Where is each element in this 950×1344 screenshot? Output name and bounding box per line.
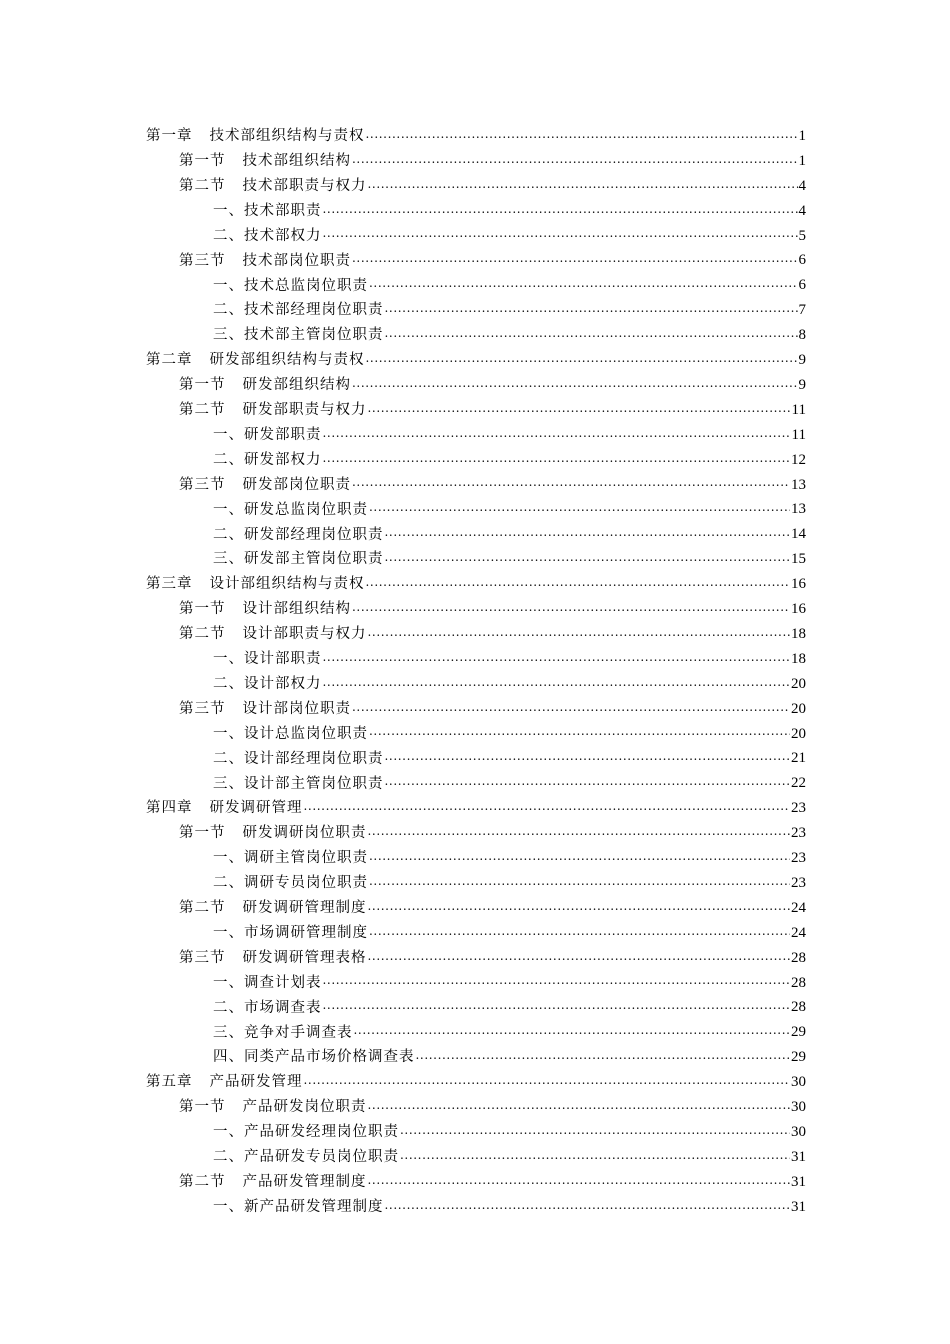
toc-entry[interactable] [179, 473, 806, 498]
toc-entry-title: 产品研发经理岗位职责 [244, 1124, 399, 1141]
toc-entry[interactable] [179, 398, 806, 423]
toc-entry-number: 第二节 [179, 626, 226, 643]
toc-entry-title: 研发部组织结构 [242, 377, 351, 394]
toc-entry-title: 技术部权力 [244, 227, 322, 244]
toc-entry-number: 一、 [213, 725, 244, 742]
toc-entry-page-number: 23 [791, 825, 806, 842]
dot-leader [352, 378, 798, 392]
toc-entry-title: 设计部职责 [244, 651, 322, 668]
toc-entry-label [213, 428, 322, 443]
toc-entry-page-number: 28 [791, 974, 806, 991]
toc-entry-page-number: 9 [798, 352, 806, 369]
dot-leader [416, 1050, 791, 1064]
toc-entry-number: 第一章 [146, 128, 193, 145]
toc-entry[interactable] [213, 273, 806, 298]
toc-entry[interactable] [146, 124, 806, 149]
toc-entry-title: 技术部主管岗位职责 [244, 327, 384, 344]
toc-entry-page-number: 31 [791, 1198, 806, 1215]
toc-entry-page-number: 13 [791, 501, 806, 518]
toc-entry-title: 设计部组织结构与责权 [209, 576, 365, 593]
toc-entry[interactable] [213, 323, 806, 348]
toc-entry-number: 第二节 [179, 900, 226, 917]
toc-entry-page-number: 20 [791, 675, 806, 692]
toc-entry-number: 一、 [213, 850, 244, 867]
toc-entry-title: 技术部岗位职责 [242, 252, 351, 269]
toc-entry[interactable] [213, 1120, 806, 1145]
toc-entry-page-number: 31 [791, 1148, 806, 1165]
toc-entry-title: 研发部岗位职责 [242, 476, 351, 493]
dot-leader [352, 602, 790, 616]
toc-entry-number: 一、 [213, 426, 244, 443]
toc-entry[interactable] [213, 224, 806, 249]
toc-entry-number: 二、 [213, 750, 244, 767]
dot-leader [385, 751, 791, 765]
toc-entry-label [213, 503, 368, 518]
toc-entry-page-number: 20 [791, 725, 806, 742]
toc-entry-number: 第三节 [179, 949, 226, 966]
toc-entry-label [213, 1026, 353, 1041]
dot-leader [323, 677, 791, 691]
dot-leader [352, 702, 790, 716]
toc-entry-number: 一、 [213, 1198, 244, 1215]
toc-entry-label [179, 702, 351, 717]
dot-leader [385, 328, 798, 342]
dot-leader [323, 228, 798, 242]
toc-entry-title: 研发部权力 [244, 451, 322, 468]
toc-entry-label [213, 976, 322, 991]
toc-entry-label [179, 826, 367, 841]
toc-entry[interactable] [213, 199, 806, 224]
toc-entry[interactable] [213, 647, 806, 672]
dot-leader [400, 1150, 790, 1164]
toc-entry-title: 设计部经理岗位职责 [244, 750, 384, 767]
toc-entry-label [146, 801, 303, 816]
toc-entry-number: 一、 [213, 974, 244, 991]
dot-leader [368, 1100, 791, 1114]
toc-entry[interactable] [213, 846, 806, 871]
toc-entry-number: 第三节 [179, 252, 226, 269]
toc-entry-number: 第三章 [146, 576, 193, 593]
toc-entry-page-number: 18 [791, 625, 806, 642]
toc-entry-label [213, 229, 322, 244]
toc-entry-number: 二、 [213, 451, 244, 468]
toc-entry-title: 调研主管岗位职责 [244, 850, 368, 867]
toc-entry[interactable] [213, 871, 806, 896]
toc-entry-title: 新产品研发管理制度 [244, 1198, 384, 1215]
toc-entry-number: 二、 [213, 999, 244, 1016]
toc-entry-page-number: 16 [791, 576, 806, 593]
toc-entry-number: 二、 [213, 875, 244, 892]
dot-leader [323, 204, 798, 218]
toc-entry-title: 技术部职责与权力 [242, 177, 367, 194]
toc-entry[interactable] [179, 946, 806, 971]
toc-entry-title: 研发部职责 [244, 426, 322, 443]
toc-entry[interactable] [179, 1170, 806, 1195]
toc-entry-page-number: 29 [791, 1024, 806, 1041]
dot-leader [368, 901, 791, 915]
toc-entry-number: 一、 [213, 924, 244, 941]
toc-entry[interactable] [179, 896, 806, 921]
toc-entry-number: 三、 [213, 1024, 244, 1041]
toc-entry-label [213, 652, 322, 667]
toc-entry-number: 一、 [213, 1124, 244, 1141]
toc-entry-title: 设计部权力 [244, 675, 322, 692]
toc-entry-label [179, 179, 367, 194]
toc-entry-label [179, 1175, 367, 1190]
toc-entry-title: 设计部主管岗位职责 [244, 775, 384, 792]
toc-entry-title: 技术总监岗位职责 [244, 277, 368, 294]
toc-entry-title: 产品研发岗位职责 [242, 1099, 367, 1116]
toc-entry-label [213, 279, 368, 294]
toc-entry-title: 产品研发管理制度 [242, 1173, 367, 1190]
toc-entry-page-number: 14 [791, 526, 806, 543]
toc-entry-page-number: 11 [791, 401, 806, 418]
toc-entry-page-number: 4 [798, 202, 806, 219]
toc-entry[interactable] [179, 622, 806, 647]
toc-entry-label [213, 727, 368, 742]
toc-entry-page-number: 28 [791, 949, 806, 966]
toc-entry-number: 第三节 [179, 700, 226, 717]
dot-leader [323, 1000, 791, 1014]
toc-entry-title: 产品研发管理 [209, 1074, 303, 1091]
toc-entry-page-number: 29 [791, 1049, 806, 1066]
toc-entry-label [213, 528, 384, 543]
toc-entry-page-number: 22 [791, 775, 806, 792]
toc-entry-title: 研发总监岗位职责 [244, 501, 368, 518]
toc-entry-title: 设计部组织结构 [242, 601, 351, 618]
toc-entry-title: 技术部组织结构 [242, 153, 351, 170]
toc-entry-page-number: 23 [791, 800, 806, 817]
toc-entry-label [213, 752, 384, 767]
toc-entry-title: 研发部主管岗位职责 [244, 551, 384, 568]
toc-entry-label [213, 328, 384, 343]
toc-entry-page-number: 20 [791, 700, 806, 717]
toc-entry-label [179, 602, 351, 617]
toc-entry-label [213, 851, 368, 866]
toc-entry-title: 设计部职责与权力 [242, 626, 367, 643]
toc-entry-label [213, 677, 322, 692]
toc-entry[interactable] [213, 747, 806, 772]
dot-leader [368, 1175, 791, 1189]
toc-entry-number: 一、 [213, 501, 244, 518]
toc-entry[interactable] [213, 1045, 806, 1070]
toc-entry-number: 三、 [213, 551, 244, 568]
toc-entry-label [213, 1001, 322, 1016]
toc-entry-page-number: 18 [791, 650, 806, 667]
dot-leader [366, 129, 798, 143]
toc-entry-title: 产品研发专员岗位职责 [244, 1149, 399, 1166]
toc-entry-number: 一、 [213, 277, 244, 294]
dot-leader [366, 577, 791, 591]
toc-entry-page-number: 24 [791, 924, 806, 941]
toc-entry-page-number: 24 [791, 899, 806, 916]
toc-entry-label [213, 552, 384, 567]
toc-entry-label [213, 204, 322, 219]
toc-entry[interactable] [213, 547, 806, 572]
toc-entry-label [179, 403, 367, 418]
toc-entry-label [213, 1125, 399, 1140]
toc-entry-title: 研发部职责与权力 [242, 402, 367, 419]
dot-leader [385, 527, 791, 541]
toc-entry[interactable] [213, 1145, 806, 1170]
toc-entry-number: 一、 [213, 202, 244, 219]
dot-leader [354, 1025, 791, 1039]
dot-leader [323, 428, 791, 442]
dot-leader [304, 801, 791, 815]
dot-leader [304, 1075, 791, 1089]
toc-entry-title: 技术部组织结构与责权 [209, 128, 365, 145]
toc-entry-title: 技术部职责 [244, 202, 322, 219]
toc-entry-number: 二、 [213, 526, 244, 543]
toc-entry-label [213, 1050, 415, 1065]
dot-leader [352, 477, 790, 491]
toc-entry-title: 竞争对手调查表 [244, 1024, 353, 1041]
toc-entry-label [146, 577, 365, 592]
toc-entry-title: 研发调研岗位职责 [242, 825, 367, 842]
toc-entry-page-number: 21 [791, 750, 806, 767]
toc-entry-page-number: 15 [791, 551, 806, 568]
toc-entry[interactable] [179, 149, 806, 174]
toc-entry-number: 第二节 [179, 1173, 226, 1190]
toc-entry-number: 第二章 [146, 352, 193, 369]
toc-entry[interactable] [213, 722, 806, 747]
dot-leader [400, 1125, 790, 1139]
toc-entry-label [179, 254, 351, 269]
toc-entry[interactable] [146, 1070, 806, 1095]
toc-entry-number: 三、 [213, 775, 244, 792]
dot-leader [323, 453, 791, 467]
toc-entry-label [213, 303, 384, 318]
toc-entry-number: 第一节 [179, 1099, 226, 1116]
toc-entry-title: 研发部经理岗位职责 [244, 526, 384, 543]
toc-entry-page-number: 4 [798, 177, 806, 194]
toc-entry-label [213, 453, 322, 468]
toc-entry-title: 市场调查表 [244, 999, 322, 1016]
toc-entry[interactable] [179, 597, 806, 622]
toc-entry-page-number: 1 [798, 127, 806, 144]
dot-leader [368, 826, 791, 840]
toc-entry-label [213, 1200, 384, 1215]
toc-entry-label [179, 951, 367, 966]
toc-entry-number: 第一节 [179, 153, 226, 170]
toc-entry-title: 设计部岗位职责 [242, 700, 351, 717]
toc-entry-page-number: 31 [791, 1173, 806, 1190]
toc-entry-page-number: 6 [798, 277, 806, 294]
toc-entry[interactable] [213, 971, 806, 996]
toc-entry-label [179, 901, 367, 916]
dot-leader [368, 951, 791, 965]
toc-entry-number: 第二节 [179, 402, 226, 419]
toc-entry-page-number: 30 [791, 1099, 806, 1116]
toc-entry-number: 第一节 [179, 825, 226, 842]
toc-entry[interactable] [213, 771, 806, 796]
toc-entry-page-number: 12 [791, 451, 806, 468]
toc-entry[interactable] [179, 1095, 806, 1120]
toc-entry-page-number: 30 [791, 1123, 806, 1140]
toc-entry[interactable] [213, 522, 806, 547]
toc-entry[interactable] [179, 249, 806, 274]
toc-entry-label [213, 1150, 399, 1165]
toc-entry-page-number: 6 [798, 252, 806, 269]
toc-entry-title: 市场调研管理制度 [244, 924, 368, 941]
dot-leader [369, 502, 790, 516]
toc-entry-number: 二、 [213, 1149, 244, 1166]
toc-entry-page-number: 23 [791, 850, 806, 867]
dot-leader [385, 1200, 791, 1214]
dot-leader [369, 876, 790, 890]
toc-entry-label [179, 478, 351, 493]
toc-entry-label [179, 378, 351, 393]
toc-entry-title: 研发调研管理 [209, 800, 303, 817]
toc-entry[interactable] [179, 697, 806, 722]
dot-leader [366, 353, 798, 367]
toc-entry-title: 研发调研管理制度 [242, 900, 367, 917]
toc-entry-label [213, 926, 368, 941]
dot-leader [385, 776, 791, 790]
toc-entry-label [146, 1075, 303, 1090]
toc-entry-page-number: 7 [798, 302, 806, 319]
toc-entry-page-number: 5 [798, 227, 806, 244]
toc-entry-number: 二、 [213, 302, 244, 319]
toc-entry[interactable] [213, 1020, 806, 1045]
toc-entry-page-number: 16 [791, 601, 806, 618]
toc-entry-label [179, 627, 367, 642]
toc-entry-title: 调查计划表 [244, 974, 322, 991]
dot-leader [323, 652, 791, 666]
toc-entry[interactable] [146, 796, 806, 821]
toc-entry-page-number: 8 [798, 327, 806, 344]
toc-entry-label [213, 876, 368, 891]
toc-entry[interactable] [213, 498, 806, 523]
toc-entry-number: 第四章 [146, 800, 193, 817]
toc-entry[interactable] [213, 298, 806, 323]
toc-entry-title: 研发调研管理表格 [242, 949, 367, 966]
toc-entry[interactable] [213, 448, 806, 473]
toc-entry-number: 第一节 [179, 601, 226, 618]
dot-leader [368, 179, 798, 193]
dot-leader [385, 303, 798, 317]
toc-entry-label [179, 154, 351, 169]
dot-leader [368, 403, 791, 417]
dot-leader [369, 926, 790, 940]
toc-entry-number: 第三节 [179, 476, 226, 493]
toc-entry-label [146, 129, 365, 144]
toc-entry[interactable] [213, 423, 806, 448]
toc-entry-page-number: 23 [791, 874, 806, 891]
toc-entry-page-number: 28 [791, 999, 806, 1016]
toc-entry-page-number: 9 [798, 376, 806, 393]
toc-entry-title: 设计总监岗位职责 [244, 725, 368, 742]
toc-entry-page-number: 30 [791, 1074, 806, 1091]
dot-leader [352, 154, 798, 168]
dot-leader [369, 278, 798, 292]
toc-entry-number: 第五章 [146, 1074, 193, 1091]
toc-entry[interactable] [146, 572, 806, 597]
toc-entry[interactable] [213, 921, 806, 946]
toc-entry-number: 三、 [213, 327, 244, 344]
toc-entry-number: 第二节 [179, 177, 226, 194]
dot-leader [323, 975, 791, 989]
toc-entry[interactable] [146, 348, 806, 373]
toc-entry[interactable] [213, 672, 806, 697]
toc-entry[interactable] [179, 821, 806, 846]
toc-entry-number: 二、 [213, 675, 244, 692]
toc-entry[interactable] [179, 373, 806, 398]
toc-entry[interactable] [179, 174, 806, 199]
toc-entry-number: 一、 [213, 651, 244, 668]
toc-entry-page-number: 13 [791, 476, 806, 493]
toc-entry-title: 同类产品市场价格调查表 [244, 1049, 415, 1066]
dot-leader [369, 726, 790, 740]
toc-entry-label [179, 1100, 367, 1115]
toc-entry-title: 研发部组织结构与责权 [209, 352, 365, 369]
toc-entry-number: 第一节 [179, 377, 226, 394]
dot-leader [352, 253, 798, 267]
dot-leader [369, 851, 790, 865]
dot-leader [385, 552, 791, 566]
toc-entry-label [213, 777, 384, 792]
toc-entry-title: 技术部经理岗位职责 [244, 302, 384, 319]
toc-entry-number: 四、 [213, 1049, 244, 1066]
toc-entry[interactable] [213, 996, 806, 1021]
toc-entry-title: 调研专员岗位职责 [244, 875, 368, 892]
dot-leader [368, 627, 791, 641]
toc-entry-number: 二、 [213, 227, 244, 244]
toc-entry-page-number: 1 [798, 152, 806, 169]
toc-entry-page-number: 11 [791, 426, 806, 443]
toc-entry-label [146, 353, 365, 368]
toc-entry[interactable] [213, 1195, 806, 1220]
